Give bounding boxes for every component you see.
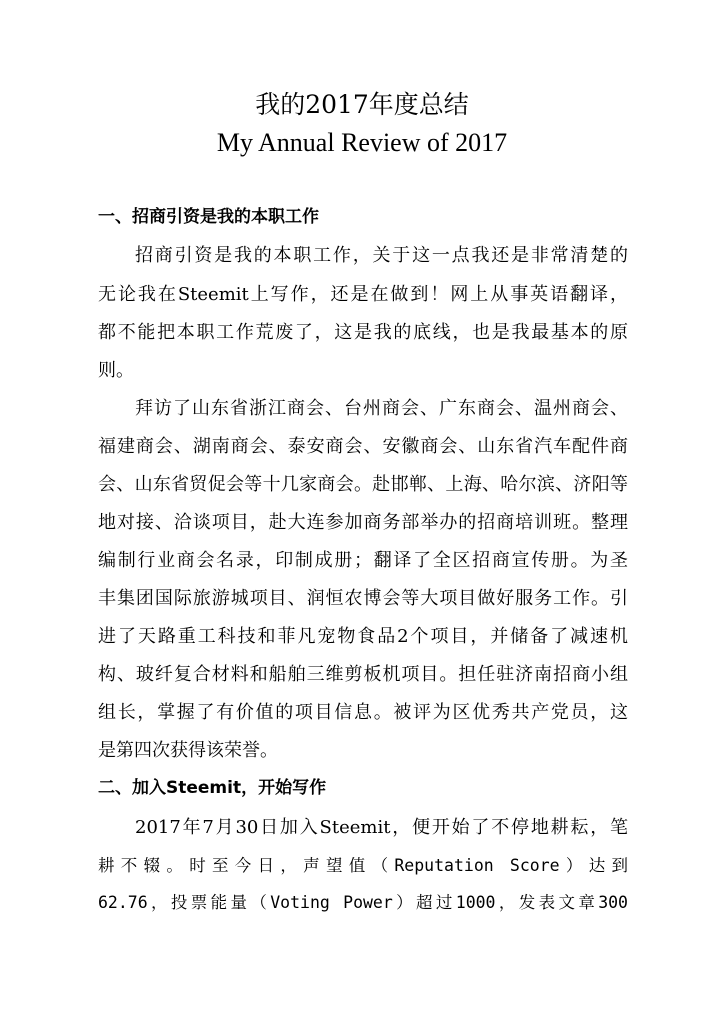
section-2-heading: 二、加入Steemit，开始写作: [98, 778, 327, 798]
paragraph-line: 无论我在Steemit上写作，还是在做到！网上从事英语翻译，: [98, 284, 628, 305]
paragraph-line: 进了天路重工科技和菲凡宠物食品2个项目，并储备了减速机: [98, 626, 628, 647]
paragraph-line: 耕不辍。时至今日，声望值（Reputation Score）达到: [98, 856, 628, 875]
paragraph-line: 编制行业商会名录，印制成册；翻译了全区招商宣传册。为圣: [98, 550, 628, 571]
paragraph-line: 62.76，投票能量（Voting Power）超过1000，发表文章300: [98, 893, 628, 912]
paragraph-line: 都不能把本职工作荒废了，这是我的底线，也是我最基本的原: [98, 322, 628, 343]
title-chinese: 我的2017年度总结: [255, 90, 469, 119]
paragraph-line: 福建商会、湖南商会、泰安商会、安徽商会、山东省汽车配件商: [98, 436, 628, 457]
paragraph-line: 构、玻纤复合材料和船舶三维剪板机项目。担任驻济南招商小组: [98, 664, 628, 685]
paragraph-line: 招商引资是我的本职工作，关于这一点我还是非常清楚的: [135, 245, 628, 266]
paragraph-line: 会、山东省贸促会等十几家商会。赴邯郸、上海、哈尔滨、济阳等: [98, 474, 628, 495]
paragraph-line: 拜访了山东省浙江商会、台州商会、广东商会、温州商会、: [135, 398, 628, 419]
title-english: My Annual Review of 2017: [216, 128, 508, 157]
paragraph-line: 地对接、洽谈项目，赴大连参加商务部举办的招商培训班。整理: [98, 512, 628, 533]
section-1-heading: 一、招商引资是我的本职工作: [98, 207, 319, 227]
paragraph-line: 则。: [98, 360, 134, 381]
paragraph-line: 丰集团国际旅游城项目、润恒农博会等大项目做好服务工作。引: [98, 588, 628, 609]
paragraph-line: 2017年7月30日加入Steemit，便开始了不停地耕耘，笔: [135, 817, 628, 838]
paragraph-line: 是第四次获得该荣誉。: [98, 740, 278, 761]
paragraph-line: 组长，掌握了有价值的项目信息。被评为区优秀共产党员，这: [98, 702, 628, 723]
